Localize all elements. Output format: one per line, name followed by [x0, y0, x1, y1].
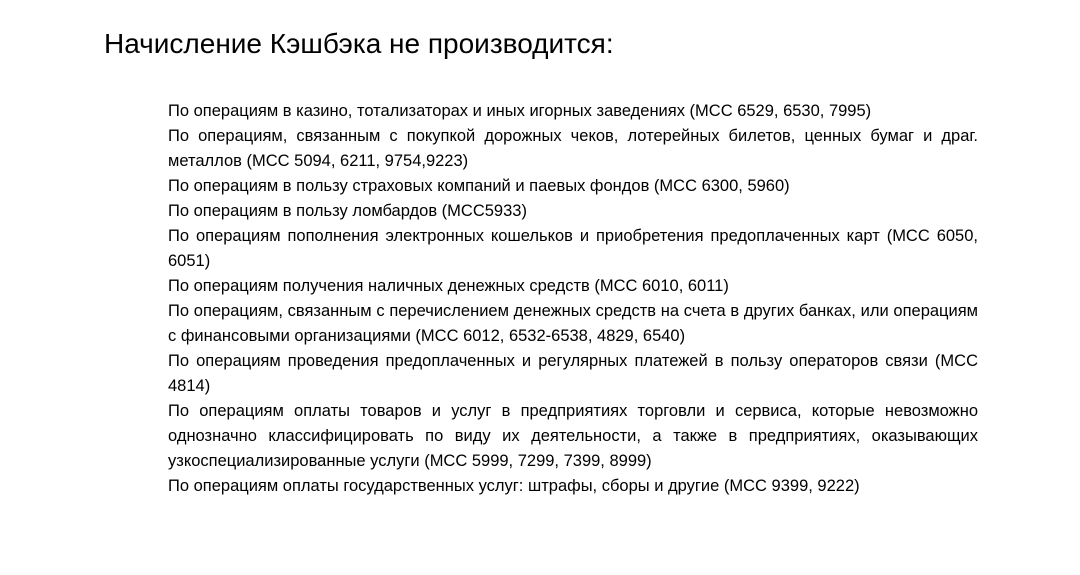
list-item: По операциям оплаты товаров и услуг в предприятиях торговли и сервиса, которые невозможно однозначно классифицировать по виду их деятельности, а также в предприятиях, оказывающих узкоспециализированные услуги (MCC 5999, 7299, 7399, 8999)	[168, 402, 978, 470]
list-item: По операциям в пользу ломбардов (MCC5933)	[168, 202, 527, 220]
list-item: По операциям оплаты государственных услуг: штрафы, сборы и другие (MCC 9399, 9222)	[168, 477, 860, 495]
list-item: По операциям в пользу страховых компаний и паевых фондов (MCC 6300, 5960)	[168, 177, 790, 195]
page-title: Начисление Кэшбэка не производится:	[104, 28, 614, 59]
exclusion-list	[168, 99, 978, 499]
list-item: По операциям, связанным с перечислением денежных средств на счета в других банках, или операциям с финансовыми организациями (MCC 6012, 6532-6538, 4829, 6540)	[168, 302, 978, 345]
list-item: По операциям получения наличных денежных средств (MCC 6010, 6011)	[168, 277, 729, 295]
list-item: По операциям проведения предоплаченных и регулярных платежей в пользу операторов связи (MCC 4814)	[168, 352, 978, 395]
list-item: По операциям пополнения электронных кошельков и приобретения предоплаченных карт (MCC 6050, 6051)	[168, 227, 978, 270]
list-item: По операциям, связанным с покупкой дорожных чеков, лотерейных билетов, ценных бумаг и драг. металлов (MCC 5094, 6211, 9754,9223)	[168, 127, 978, 170]
list-item: По операциям в казино, тотализаторах и иных игорных заведениях (MCC 6529, 6530, 7995)	[168, 102, 872, 120]
